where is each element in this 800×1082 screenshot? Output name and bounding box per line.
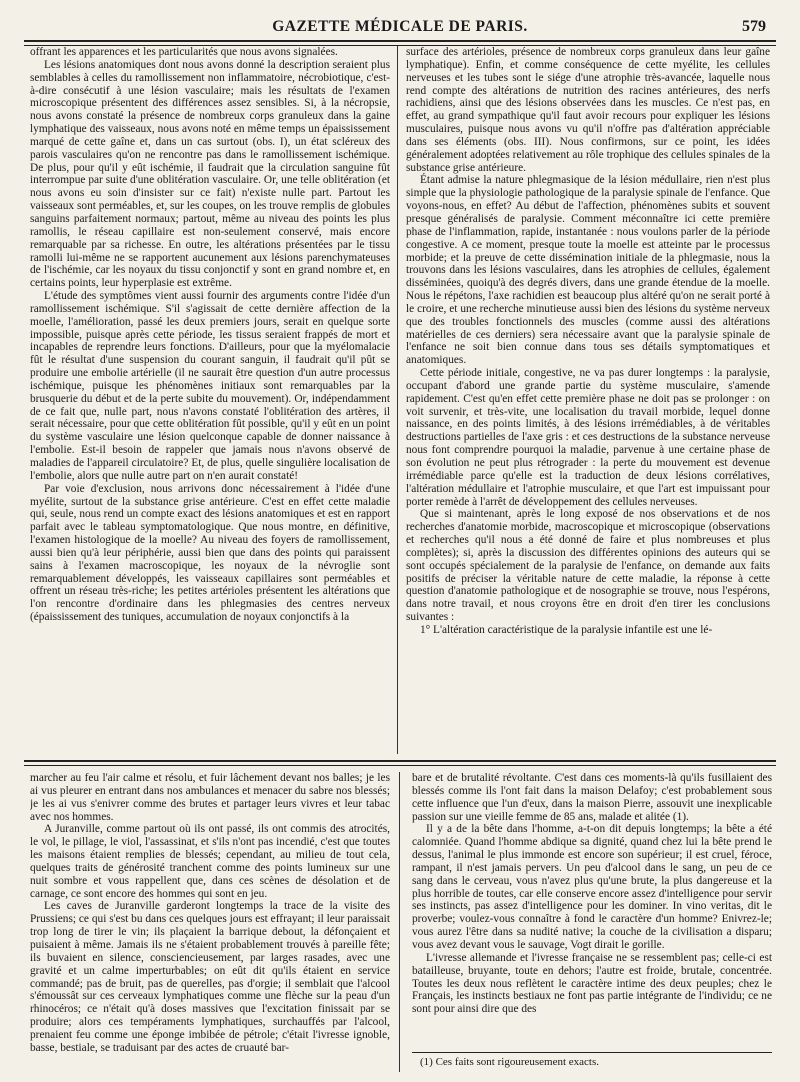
paragraph: offrant les apparences et les particularités que nous avons signalées.: [30, 46, 338, 58]
feuilleton-rule: [24, 760, 776, 766]
paragraph: marcher au feu l'air calme et résolu, et fuir lâchement devant nos balles; je les ai vus pleurer en entrant dans nos ambulances et menacer du sabre nos blessés; je les ai vus s'enivrer comme des brutes et partager leurs vivres et leur tabac avec nos hommes.: [30, 772, 390, 823]
column-divider: [399, 772, 400, 1072]
paragraph: A Juranville, comme partout où ils ont passé, ils ont commis des atrocités, le vol, le pillage, le viol, l'assassinat, et s'ils n'ont pas incendié, c'est que toutes les maisons étaient remplies de blessés; cependant, au milieu de tout cela, quelques traits de générosité tranchent comme des points lumineux sur une nuit sombre et vous rappellent que, dans ces scènes de désolation et de carnage, ce sont encore des hommes qui sont en jeu.: [30, 823, 390, 900]
page-number: 579: [742, 18, 766, 35]
paragraph: Par voie d'exclusion, nous arrivons donc nécessairement à l'idée d'une myélite, surtout de la substance grise antérieure. C'est en effet cette maladie qui, seule, nous rend un compte exact des lésions anatomiques et est en rapport parfait avec le tableau symptomatologique. Que nous montre, en définitive, l'examen histologique de la moelle? Au niveau des foyers de ramollissement, aussi bien qu'à leur périphérie, aussi bien que dans des points qui paraissent sains à l'examen macroscopique, les noyaux de la névroglie sont remarquablement développés, les vaisseaux capillaires sont perméables et offrent un réseau très-riche; les petites artérioles présentent les altérations que l'on rencontre d'ordinaire dans les phlegmasies des centres nerveux (épaississement des tuniques, accumulation de noyaux conjonctifs à la: [30, 482, 390, 624]
feuilleton-right-column: [412, 772, 772, 1052]
running-title: GAZETTE MÉDICALE DE PARIS.: [272, 18, 528, 35]
paragraph: Les caves de Juranville garderont longtemps la trace de la visite des Prussiens; ce qui s'est bu dans ces quelques jours est effrayant; il leur paraissait trop long de tirer le vin; ils plaçaient la barrique debout, la défonçaient et puisaient à même. Jamais ils ne s'étaient probablement trouvés à pareille fête; ils buvaient en silence, consciencieusement, par larges rasades, avec une gravité et un calme imperturbables; on eût dit qu'ils étaient en service commandé; pas de bruit, pas de querelles, pas d'orgie; il semblait que l'alcool s'émoussât sur ces cerveaux lymphatiques comme une flèche sur la peau d'un rhinocéros; ce n'était qu'à doses massives que l'excitation finissait par se produire; alors ces tempéraments lymphatiques, surchauffés par l'alcool, prenaient feu comme une éponge imbibée de pétrole; c'était l'ivresse ignoble, basse, bestiale, se traduisant par des actes de cruauté bar-: [30, 900, 390, 1054]
page-header: [28, 16, 772, 40]
paragraph: Étant admise la nature phlegmasique de la lésion médullaire, rien n'est plus simple que la physiologie pathologique de la paralysie spinale de l'enfance. Que voyons-nous, en effet? Au début de l'affection, phénomènes subits et souvent presque généralisés de paralysie. Comment méconnaître ici cette première phase de l'inflammation, rapide, instantanée : nous voulons parler de la période congestive. A ce moment, presque toute la moelle est atteinte par le processus morbide; et la preuve de cette dissémination initiale de la phlegmasie, nous la trouvons dans les lésions vasculaires, dans les atrophies de cellules, également disséminées, quoiqu'à des degrés divers, dans une grande étendue de la moelle. Nous le répétons, l'axe rachidien est beaucoup plus altéré qu'on ne serait porté à le croire, et une recherche minutieuse aussi bien des lésions du système nerveux que des troubles fonctionnels des muscles (comme aussi des altérations matérielles de ces derniers) sera nécessaire avant que la paralysie spinale de l'enfance ne soit bien connue dans tous ses détails symptomatiques et anatomiques.: [406, 174, 770, 367]
paragraph: bare et de brutalité révoltante. C'est dans ces moments-là qu'ils fusillaient des blessés comme ils l'ont fait dans la maison Delafoy; c'est probablement sous cette influence que l'un d'eux, dans la maison Pierre, assouvit une inexplicable passion sur une vieille femme de 85 ans, malade et alitée (1).: [412, 772, 772, 823]
paragraph: L'ivresse allemande et l'ivresse française ne se ressemblent pas; celle-ci est batailleuse, bruyante, toute en dehors; l'autre est froide, brutale, concentrée. Toutes les deux nous reflètent le caractère intime des deux peuples; chez le Français, les instincts bestiaux ne font pas partie intégrante de l'individu; ce ne sont pour ainsi dire que des: [412, 951, 772, 1016]
paragraph: Cette période initiale, congestive, ne va pas durer longtemps : la paralysie, occupant d'abord une grande partie du système musculaire, s'amende rapidement. C'est qu'en effet cette première phase ne doit pas se prolonger : on voit survenir, et très-vite, une localisation du travail morbide, lequel donne naissance, en des points limités, à des lésions irrémédiables, à de véritables destructions partielles de l'axe gris : et ces destructions de la substance nerveuse nous font comprendre pourquoi la maladie, parvenue à une certaine phase de son évolution ne peut plus rétrograder : la perte du mouvement est devenue irrémédiable parce qu'elle est la traduction de deux lésions corrélatives, l'altération médullaire et l'atrophie musculaire, et que l'art est impuissant pour porter remède à l'arrêt de développement des cellules nerveuses.: [406, 367, 770, 508]
paragraph: L'étude des symptômes vient aussi fournir des arguments contre l'idée d'un ramollissement ischémique. S'il s'agissait de cette dernière affection de la moelle, l'amélioration, passé les deux premiers jours, serait en quelque sorte impossible, puisque après cette période, les tissus seraient frappés de mort et incapables de reprendre leurs fonctions. D'ailleurs, pour que la myélomalacie fût le résultat d'une suspension du courant sanguin, il faudrait qu'il pût se produire une embolie artérielle (il ne saurait être question d'un autre processus ischémique, puisque les phénomènes initiaux sont remarquables par la brusquerie du début et de la perte subite du mouvement). Or, indépendamment de ce fait que, nulle part, nous n'avons constaté l'oblitération des artères, il serait nécessaire, pour que cette oblitération fût possible, qu'il y eût en un point du système vasculaire une lésion quelconque capable de donner naissance à l'embolie. Est-il besoin de rappeler que jamais nous n'avons observé de maladies de l'appareil circulatoire? Et, de plus, quelle singulière localisation de l'embolie, alors que nulle autre part on n'en aurait constaté!: [30, 290, 390, 482]
right-column: [406, 46, 770, 754]
paragraph: Il y a de la bête dans l'homme, a-t-on dit depuis longtemps; la bête a été calomniée. Quand l'homme abdique sa dignité, quand chez lui la bête prend le dessus, l'animal le plus immonde est encore son supérieur; il est cruel, féroce, rampant, il n'est jamais pervers. Un peu d'alcool dans le sang, un peu de ce sang dans le cerveau, vous n'avez plus qu'une brute, la plus dangereuse et la plus horrible de toutes, car elle conserve encore assez d'intelligence pour servir ses instincts, pas assez d'intelligence pour les dominer. In vino veritas, dit le proverbe; voulez-vous connaître à fond le caractère d'un homme? Enivrez-le; vous aurez l'être dans sa nudité native; la couche de la civilisation a disparu; vous avez devant vous le sauvage, Vogt dirait le gorille.: [412, 823, 772, 951]
paragraph: 1° L'altération caractéristique de la paralysie infantile est une lé-: [420, 623, 713, 636]
footnote-rule: [412, 1052, 772, 1053]
feuilleton-left-column: [30, 772, 390, 1070]
paragraph: Que si maintenant, après le long exposé de nos observations et de nos recherches d'anatomie morbide, macroscopique et microscopique (observations et recherches qu'il nous a été donné de faire et plus nombreuses et plus complètes); si, après la discussion des différentes opinions des auteurs qui se sont occupés spécialement de la paralysie de l'enfance, on demande aux faits positifs de préciser la véritable nature de cette maladie, la réponse à cette question d'anatomie pathologique et de nosographie se trouve, nous l'espérons, dans notre travail, et nous croyons être en droit d'en tirer les conclusions suivantes :: [406, 508, 770, 624]
column-divider: [397, 46, 398, 754]
footnote: (1) Ces faits sont rigoureusement exacts.: [420, 1056, 600, 1068]
left-column: [30, 46, 390, 754]
paragraph: surface des artérioles, présence de nombreux corps granuleux dans leur gaîne lymphatique). Enfin, et comme conséquence de cette myélite, les cellules nerveuses et les tubes sont le siége d'une atrophie très-avancée, laquelle nous rend compte des altérations de nutrition des racines antérieures, des nerfs rachidiens, ainsi que des lésions observées dans les muscles. Ce n'est pas, en effet, au grand sympathique qu'il faut avoir recours pour expliquer les lésions musculaires, puisque nous avons vu qu'il n'offre pas d'altération appréciable dans ses éléments (obs. III). Nous confirmons, sur ce point, les idées généralement adoptées relativement au rôle trophique des cellules spinales de la substance grise antérieure.: [406, 46, 770, 174]
paragraph: Les lésions anatomiques dont nous avons donné la description seraient plus semblables à celles du ramollissement non inflammatoire, nécrobiotique, c'est-à-dire consécutif à une lésion vasculaire; mais les résultats de l'examen microscopique présentent des différences assez sensibles. Si, à la nécropsie, nous avons constaté la présence de nombreux corps granuleux dans la gaine lymphatique des vaisseaux, nous avons noté en même temps un épaississement marqué de cette gaîne et, dans un cas surtout (obs. I), un état scléreux des parois vasculaires qu'on ne rencontre pas dans le ramollissement ischémique. De plus, pour qu'il y eût ischémie, il faudrait que la circulation sanguine fût interrompue par suite d'une oblitération vasculaire. Or, une telle oblitération (et nous avons eu soin d'insister sur ce fait) n'existe nulle part. Partout les vaisseaux sont perméables, et, sur les coupes, on les trouve remplis de globules sanguins parfaitement normaux; partout, même au niveau des points les plus ramollis, le réseau capillaire est non-seulement conservé, mais encore remarquable par sa richesse. En outre, les altérations présentées par le tissu ramolli lui-même ne se rapportent aucunement aux lésions parenchymateuses de l'ischémie, car les noyaux du tissu conjonctif y sont en grand nombre et, en certains points, leur hyperplasie est extrême.: [30, 58, 390, 290]
